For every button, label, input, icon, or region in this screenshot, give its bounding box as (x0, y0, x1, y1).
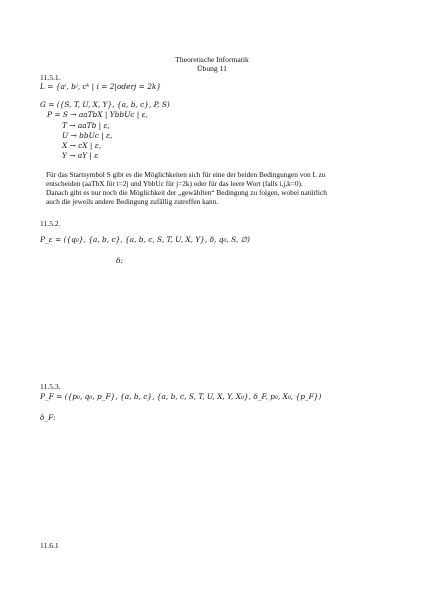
production-rule-y: Y → aY | ε (62, 151, 99, 160)
page-title: Theoretische Informatik (175, 55, 249, 64)
language-definition: L = {aⁱ, bʲ, cᵏ | i = 2|oderj = 2k} (40, 82, 162, 91)
explanation-paragraph (46, 170, 386, 206)
section-number-11-5-2: 11.5.2. (40, 219, 61, 228)
pda-empty-stack-definition: P_ε = ({q₀}, {a, b, c}, {a, b, c, S, T, U, X, Y}, δ, q₀, S, ∅) (40, 235, 250, 244)
grammar-tuple: G = ({S, T, U, X, Y}, {a, b, c}, P, S) (40, 100, 170, 109)
production-rule-u: U → bbUc | ε, (62, 131, 113, 140)
production-rule-t: T → aaTb | ε, (62, 121, 110, 130)
delta-f-label: δ_F: (40, 413, 56, 422)
production-rule-x: X → cX | ε, (62, 141, 102, 150)
production-rule-s: P = S → aaTbX | YbbUc | ε, (47, 110, 148, 119)
section-number-11-6-1: 11.6.1 (40, 541, 59, 550)
page-subtitle: Übung 11 (197, 64, 227, 73)
explanation-line: auch die jeweils andere Bedingung zufällig zutreffen kann. (46, 197, 219, 206)
explanation-line: entscheiden (aaTbX für i=2j und YbbUc für j=2k) oder für das leere Wort (falls i,j,k=0). (46, 179, 303, 188)
explanation-line: Für das Startsymbol S gibt es die Möglichkeiten sich für eine der beiden Bedingungen von L zu (46, 170, 326, 179)
section-number-11-5-3: 11.5.3. (40, 382, 61, 391)
explanation-line: Danach gibt es nur noch die Möglichkeit der „gewählten“ Bedingung zu folgen, wobei natürlich (46, 188, 327, 197)
delta-label: δ: (116, 256, 123, 265)
section-number-11-5-1: 11.5.1. (40, 73, 61, 82)
pda-final-state-definition: P_F = ({p₀, q₀, p_F}, {a, b, c}, {a, b, c, S, T, U, X, Y, X₀}, δ_F, p₀, X₀, {p_F}) (40, 392, 322, 401)
